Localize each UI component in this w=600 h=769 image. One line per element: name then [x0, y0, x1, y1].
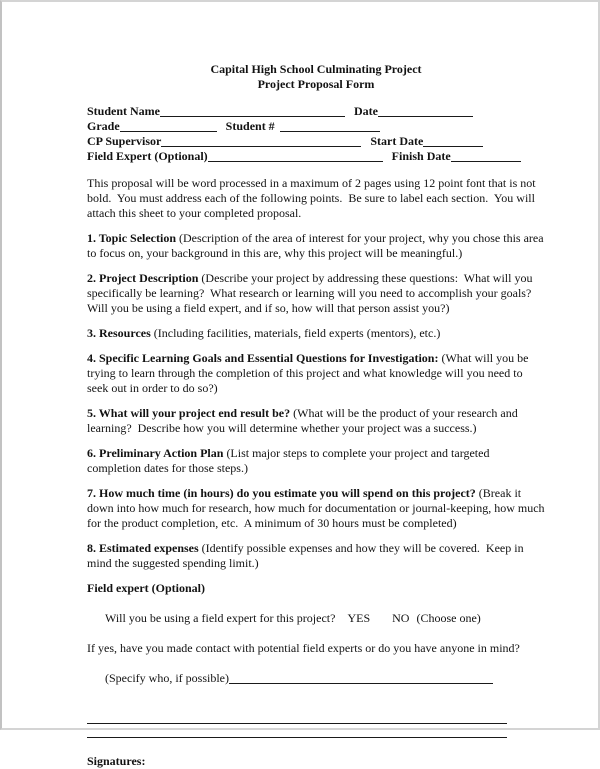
student-number-line	[280, 120, 380, 132]
section-6-description: (List major steps to complete your project and targeted completion dates for those steps.)	[87, 446, 493, 475]
signatures-heading: Signatures:	[87, 754, 146, 768]
student-name-line	[160, 105, 345, 117]
date-label: Date	[354, 104, 379, 118]
finish-date-label: Finish Date	[391, 149, 451, 163]
student-number-label: Student #	[225, 119, 275, 133]
section-2-description: (Describe your project by addressing these questions: What will you specifically be learning? What research or learning will you need to accomplish your goals? Will you be using a field expert, and if so, how will that person assist you?)	[87, 271, 536, 315]
section-7-description: (Break it down into how much for research, how much for documentation or journal-keeping, how much for the product completion, etc. A minimum of 30 hours must be completed)	[87, 486, 548, 530]
section-3-description: (Including facilities, materials, field experts (mentors), etc.)	[150, 326, 441, 340]
field-row-student-name-date	[87, 104, 545, 119]
grade-label: Grade	[87, 119, 120, 133]
cp-supervisor-label: CP Supervisor	[87, 134, 162, 148]
section-5-heading: 5. What will your project end result be?	[87, 406, 291, 420]
field-row-fieldexpert-finishdate	[87, 149, 545, 164]
section-6-heading: 6. Preliminary Action Plan	[87, 446, 224, 460]
specify-line	[87, 656, 545, 701]
section-4-learning-goals	[87, 351, 545, 396]
section-4-description: (What will you be trying to learn through the completion of this project and what knowledge will you need to seek out in order to do so?)	[87, 351, 532, 395]
write-line-2	[87, 725, 507, 738]
field-expert-optional-label: Field Expert (Optional)	[87, 149, 208, 163]
date-line	[378, 105, 473, 117]
section-5-description: (What will be the product of your research and learning? Describe how you will determine whether your project was a success.)	[87, 406, 521, 435]
student-name-label: Student Name	[87, 104, 161, 118]
field-expert-heading: Field expert (Optional)	[87, 581, 205, 595]
start-date-label: Start Date	[370, 134, 424, 148]
header-fields	[87, 104, 545, 164]
field-expert-question-line	[87, 596, 545, 641]
section-4-heading: 4. Specific Learning Goals and Essential Questions for Investigation:	[87, 351, 439, 365]
section-3-heading: 3. Resources	[87, 326, 151, 340]
section-6-action-plan	[87, 446, 545, 476]
section-8-description: (Identify possible expenses and how they will be covered. Keep in mind the suggested spending limit.)	[87, 541, 527, 570]
specify-label: (Specify who, if possible)	[105, 671, 229, 685]
yes-option: YES	[347, 611, 371, 625]
section-1-topic-selection	[87, 231, 545, 261]
extra-write-lines	[87, 711, 545, 738]
start-date-line	[423, 135, 483, 147]
section-2-project-description	[87, 271, 545, 316]
section-1-heading: 1. Topic Selection	[87, 231, 177, 245]
grade-line	[120, 120, 217, 132]
specify-write-line	[229, 672, 493, 684]
section-7-time-estimate	[87, 486, 548, 531]
document-title	[87, 62, 545, 92]
field-expert-section	[87, 581, 545, 701]
document-title-line1: Capital High School Culminating Project	[210, 62, 422, 76]
section-8-estimated-expenses	[87, 541, 545, 571]
section-1-description: (Description of the area of interest for your project, why you chose this area to focus on, your background in this are, why this project will be meaningful.)	[87, 231, 547, 260]
document-title-line2: Project Proposal Form	[257, 77, 375, 91]
field-expert-line	[208, 150, 383, 162]
section-3-resources	[87, 326, 545, 341]
cp-supervisor-line	[161, 135, 361, 147]
finish-date-line	[451, 150, 521, 162]
write-line-1	[87, 711, 507, 724]
no-option: NO	[392, 611, 410, 625]
field-expert-question: Will you be using a field expert for this project?	[105, 611, 339, 625]
field-row-supervisor-startdate	[87, 134, 545, 149]
section-8-heading: 8. Estimated expenses	[87, 541, 199, 555]
field-row-grade-studentnum	[87, 119, 545, 134]
section-5-end-result	[87, 406, 545, 436]
section-2-heading: 2. Project Description	[87, 271, 199, 285]
intro-paragraph: This proposal will be word processed in a maximum of 2 pages using 12 point font that is not bold. You must address each of the following points. Be sure to label each section. You will attach this sheet to your completed proposal.	[87, 176, 539, 220]
field-expert-followup: If yes, have you made contact with potential field experts or do you have anyone in mind?	[87, 641, 520, 655]
choose-one-note: (Choose one)	[416, 611, 481, 625]
section-7-heading: 7. How much time (in hours) do you estimate you will spend on this project?	[87, 486, 476, 500]
